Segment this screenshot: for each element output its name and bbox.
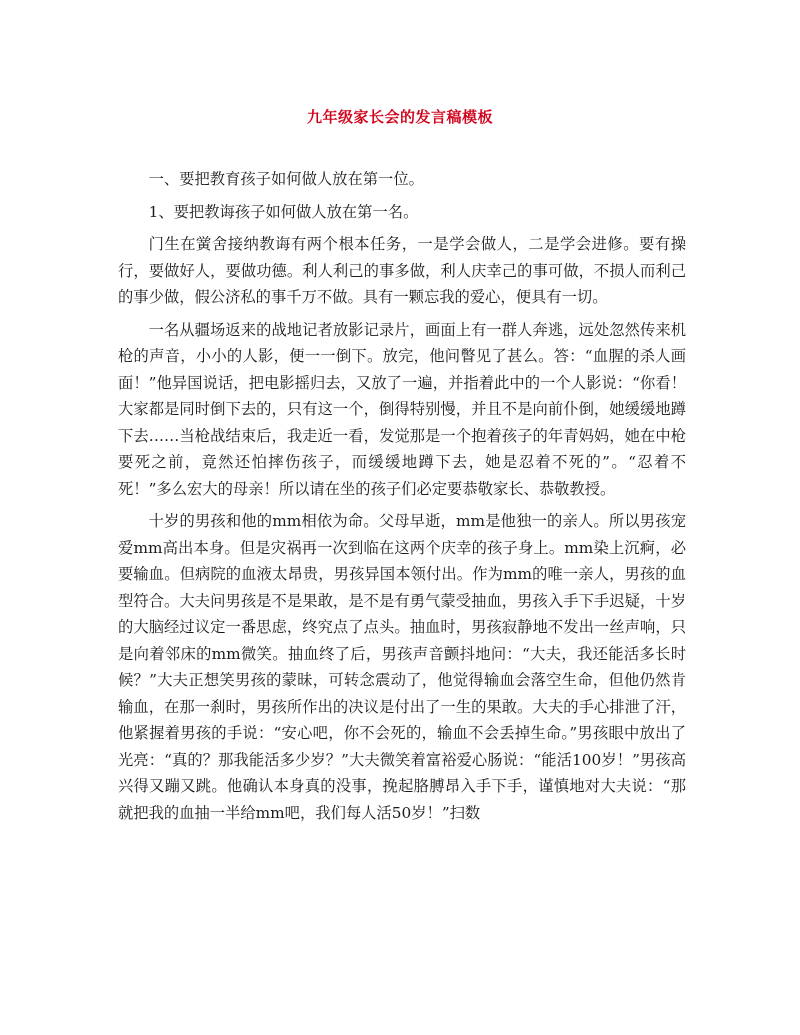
body-paragraph: 一名从疆场返来的战地记者放影记录片，画面上有一群人奔逃，远处忽然传来机枪的声音，小小的人影，便一一倒下。放完，他问瞥见了甚么。答：“血腥的杀人画面！”他异国说话，把电影摇归去，又放了一遍，并指着此中的一个人影说：“你看！大家都是同时倒下去的，只有这一个，倒得特别慢，并且不是向前仆倒，她缓缓地蹲下去……当枪战结束后，我走近一看，发觉那是一个抱着孩子的年青妈妈，她在中枪要死之前，竟然还怕摔伤孩子，而缓缓地蹲下去，她是忍着不死的”。“忍着不死！”多么宏大的母亲！所以请在坐的孩子们必定要恭敬家长、恭敬教授。 (118, 320, 686, 498)
body-paragraph: 十岁的男孩和他的mm相依为命。父母早逝，mm是他独一的亲人。所以男孩宠爱mm高出本身。但是灾祸再一次到临在这两个庆幸的孩子身上。mm染上沉痾，必要输血。但病院的血液太昂贵，男孩异国本领付出。作为mm的唯一亲人，男孩的血型符合。大夫问男孩是不是果敢，是不是有勇气蒙受抽血，男孩入手下手迟疑，十岁的大脑经过议定一番思虑，终究点了点头。抽血时，男孩寂静地不发出一丝声响，只是向着邻床的mm微笑。抽血终了后，男孩声音颤抖地问：“大夫，我还能活多长时候？”大夫正想笑男孩的蒙昧，可转念震动了，他觉得输血会落空生命，但他仍然肯输血，在那一刹时，男孩所作出的决议是付出了一生的果敢。大夫的手心排泄了汗，他紧握着男孩的手说：“安心吧，你不会死的，输血不会丢掉生命。”男孩眼中放出了光亮：“真的？那我能活多少岁？”大夫微笑着富裕爱心肠说：“能活100岁！”男孩高兴得又蹦又跳。他确认本身真的没事，挽起胳膊昂入手下手，谨慎地对大夫说：“那就把我的血抽一半给mm吧，我们每人活50岁！”扫数 (118, 512, 686, 822)
document-title: 九年级家长会的发言稿模板 (306, 108, 493, 126)
body-paragraph: 门生在黉舍接纳教诲有两个根本任务，一是学会做人，二是学会进修。要有操行，要做好人，要做功德。利人利己的事多做，利人庆幸己的事可做，不损人而利己的事少做，假公济私的事千万不做。具有一颗忘我的爱心，便具有一切。 (118, 235, 686, 306)
document-body (118, 166, 686, 826)
section-heading: 一、要把教育孩子如何做人放在第一位。 (148, 170, 424, 188)
subsection-heading: 1、要把教诲孩子如何做人放在第一名。 (148, 202, 419, 221)
